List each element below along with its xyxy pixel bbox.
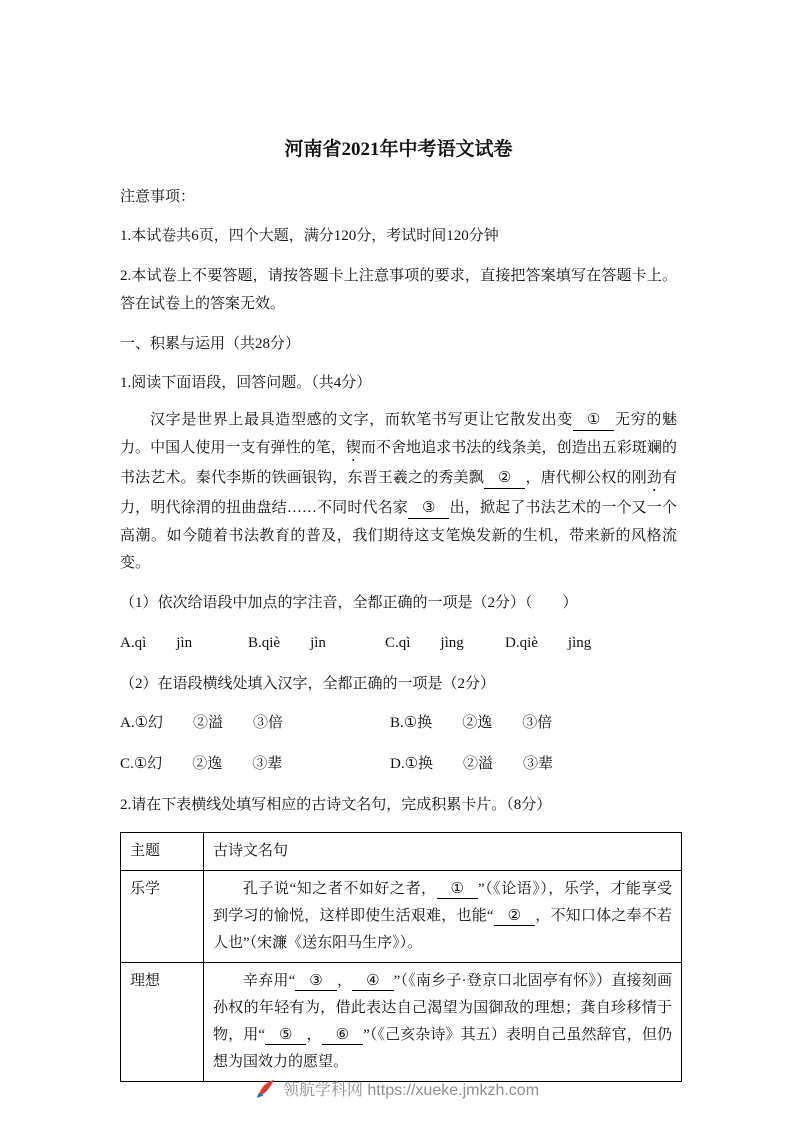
option-d: D.qiè jìng (505, 634, 592, 651)
passage-text: 而不舍地追求书法的线条美，创造出五彩斑斓的书法艺术。秦代李斯的铁画银钩，东晋王羲之的秀美飘 (120, 439, 677, 486)
table-header-theme: 主题 (121, 832, 204, 870)
cell-text: ”（《南乡子·登京口北固亭有怀》）直接刻画孙权的年轻有为，借此表达自己渴望为国御敌的理想；龚自珍移情于物，用“ (213, 972, 672, 1043)
option-a: A.qì jìn (120, 634, 193, 651)
blank-6: ③ (295, 972, 336, 992)
q1-sub1-stem: （1）依次给语段中加点的字注音，全都正确的一项是（2分）（ ） (120, 595, 578, 612)
cell-text: ， (306, 1026, 322, 1043)
blank-1: ① (573, 411, 614, 431)
option-b: B.①换 ②逸 ③倍 (390, 715, 553, 732)
notice-item-2: 2.本试卷上不要答题，请按答题卡上注意事项的要求，直接把答案填写在答题卡上。答在试卷上的答案无效。 (120, 268, 677, 312)
cell-text: 辛弃用“ (243, 972, 296, 989)
option-d: D.①换 ②溢 ③辈 (390, 756, 554, 773)
blank-9: ⑥ (322, 1026, 363, 1046)
q2-intro: 2.请在下表横线处填写相应的古诗文名句，完成积累卡片。（8分） (120, 796, 552, 813)
blank-8: ⑤ (265, 1026, 306, 1046)
option-c: C.①幻 ②逸 ③辈 (120, 756, 283, 773)
content-cell-lexue (204, 870, 682, 962)
q1-sub1-options (120, 630, 677, 658)
site-logo-icon (254, 1078, 276, 1100)
cell-text: ， (336, 972, 353, 989)
content-cell-lixiang (204, 962, 682, 1081)
table-header-row (121, 832, 682, 870)
q1-intro: 1.阅读下面语段，回答问题。（共4分） (120, 375, 372, 392)
notice-label: 注意事项： (120, 188, 196, 205)
q1-sub2-stem: （2）在语段横线处填入汉字，全都正确的一项是（2分） (120, 675, 496, 692)
reading-passage (120, 407, 677, 578)
blank-5: ② (494, 907, 535, 927)
cell-text: ”（《论语》），乐学，才能享受到学习的愉悦，这样即使生活艰难，也能“ (213, 880, 672, 924)
blank-3: ③ (408, 499, 449, 519)
accumulation-card-table (120, 832, 682, 1082)
table-header-content: 古诗文名句 (204, 832, 682, 870)
cell-text: 孔子说“知之者不如好之者， (243, 880, 437, 897)
blank-4: ① (437, 880, 478, 900)
passage-text: 汉字是世界上最具造型感的文字，而软笔书写更让它散发出变 (150, 412, 573, 429)
blank-7: ④ (352, 972, 393, 992)
option-b: B.qiè jìn (248, 634, 326, 651)
cell-text: ”（《己亥杂诗》其五）表明自己虽然辞官，但仍想为国效力的愿望。 (213, 1026, 672, 1070)
cell-text: ，不知口体之奉不若人也”（宋濂《送东阳马生序》）。 (213, 907, 672, 951)
passage-text: 出，掀起了书法艺术的一个又一个高潮。如今随着书法教育的普及，我们期待这支笔焕发新的生机，带来新的风格流变。 (120, 499, 677, 572)
option-a: A.①幻 ②溢 ③倍 (120, 715, 284, 732)
table-row-lexue (121, 870, 682, 962)
option-c: C.qì jìng (385, 634, 464, 651)
passage-text: ，唐代柳公权的刚 (525, 469, 647, 486)
q1-sub2-options-row1 (120, 710, 677, 738)
passage-text: 有力，明代徐渭的扭曲盘结……不同时代名家 (120, 469, 677, 516)
lixiang-paragraph (213, 968, 672, 1076)
blank-2: ② (484, 469, 525, 489)
dotted-character-jin: 劲 (646, 469, 662, 486)
footer-text: 领航学科网 https://xueke.jmkzh.com (282, 1082, 540, 1099)
q1-sub2-options-row2 (120, 751, 677, 779)
theme-cell-lixiang: 理想 (121, 962, 204, 1081)
notice-item-1: 1.本试卷共6页，四个大题，满分120分，考试时间120分钟 (120, 228, 499, 245)
passage-text: 无穷的魅力。中国人使用一支有弹性的笔， (120, 412, 677, 456)
page-title: 河南省2021年中考语文试卷 (284, 139, 513, 160)
section-heading: 一、积累与运用（共28分） (120, 335, 301, 352)
lexue-paragraph (213, 876, 672, 957)
table-row-lixiang (121, 962, 682, 1081)
theme-cell-lexue: 乐学 (121, 870, 204, 962)
footer-watermark (0, 1077, 793, 1100)
dotted-character-qie: 锲 (345, 439, 361, 456)
